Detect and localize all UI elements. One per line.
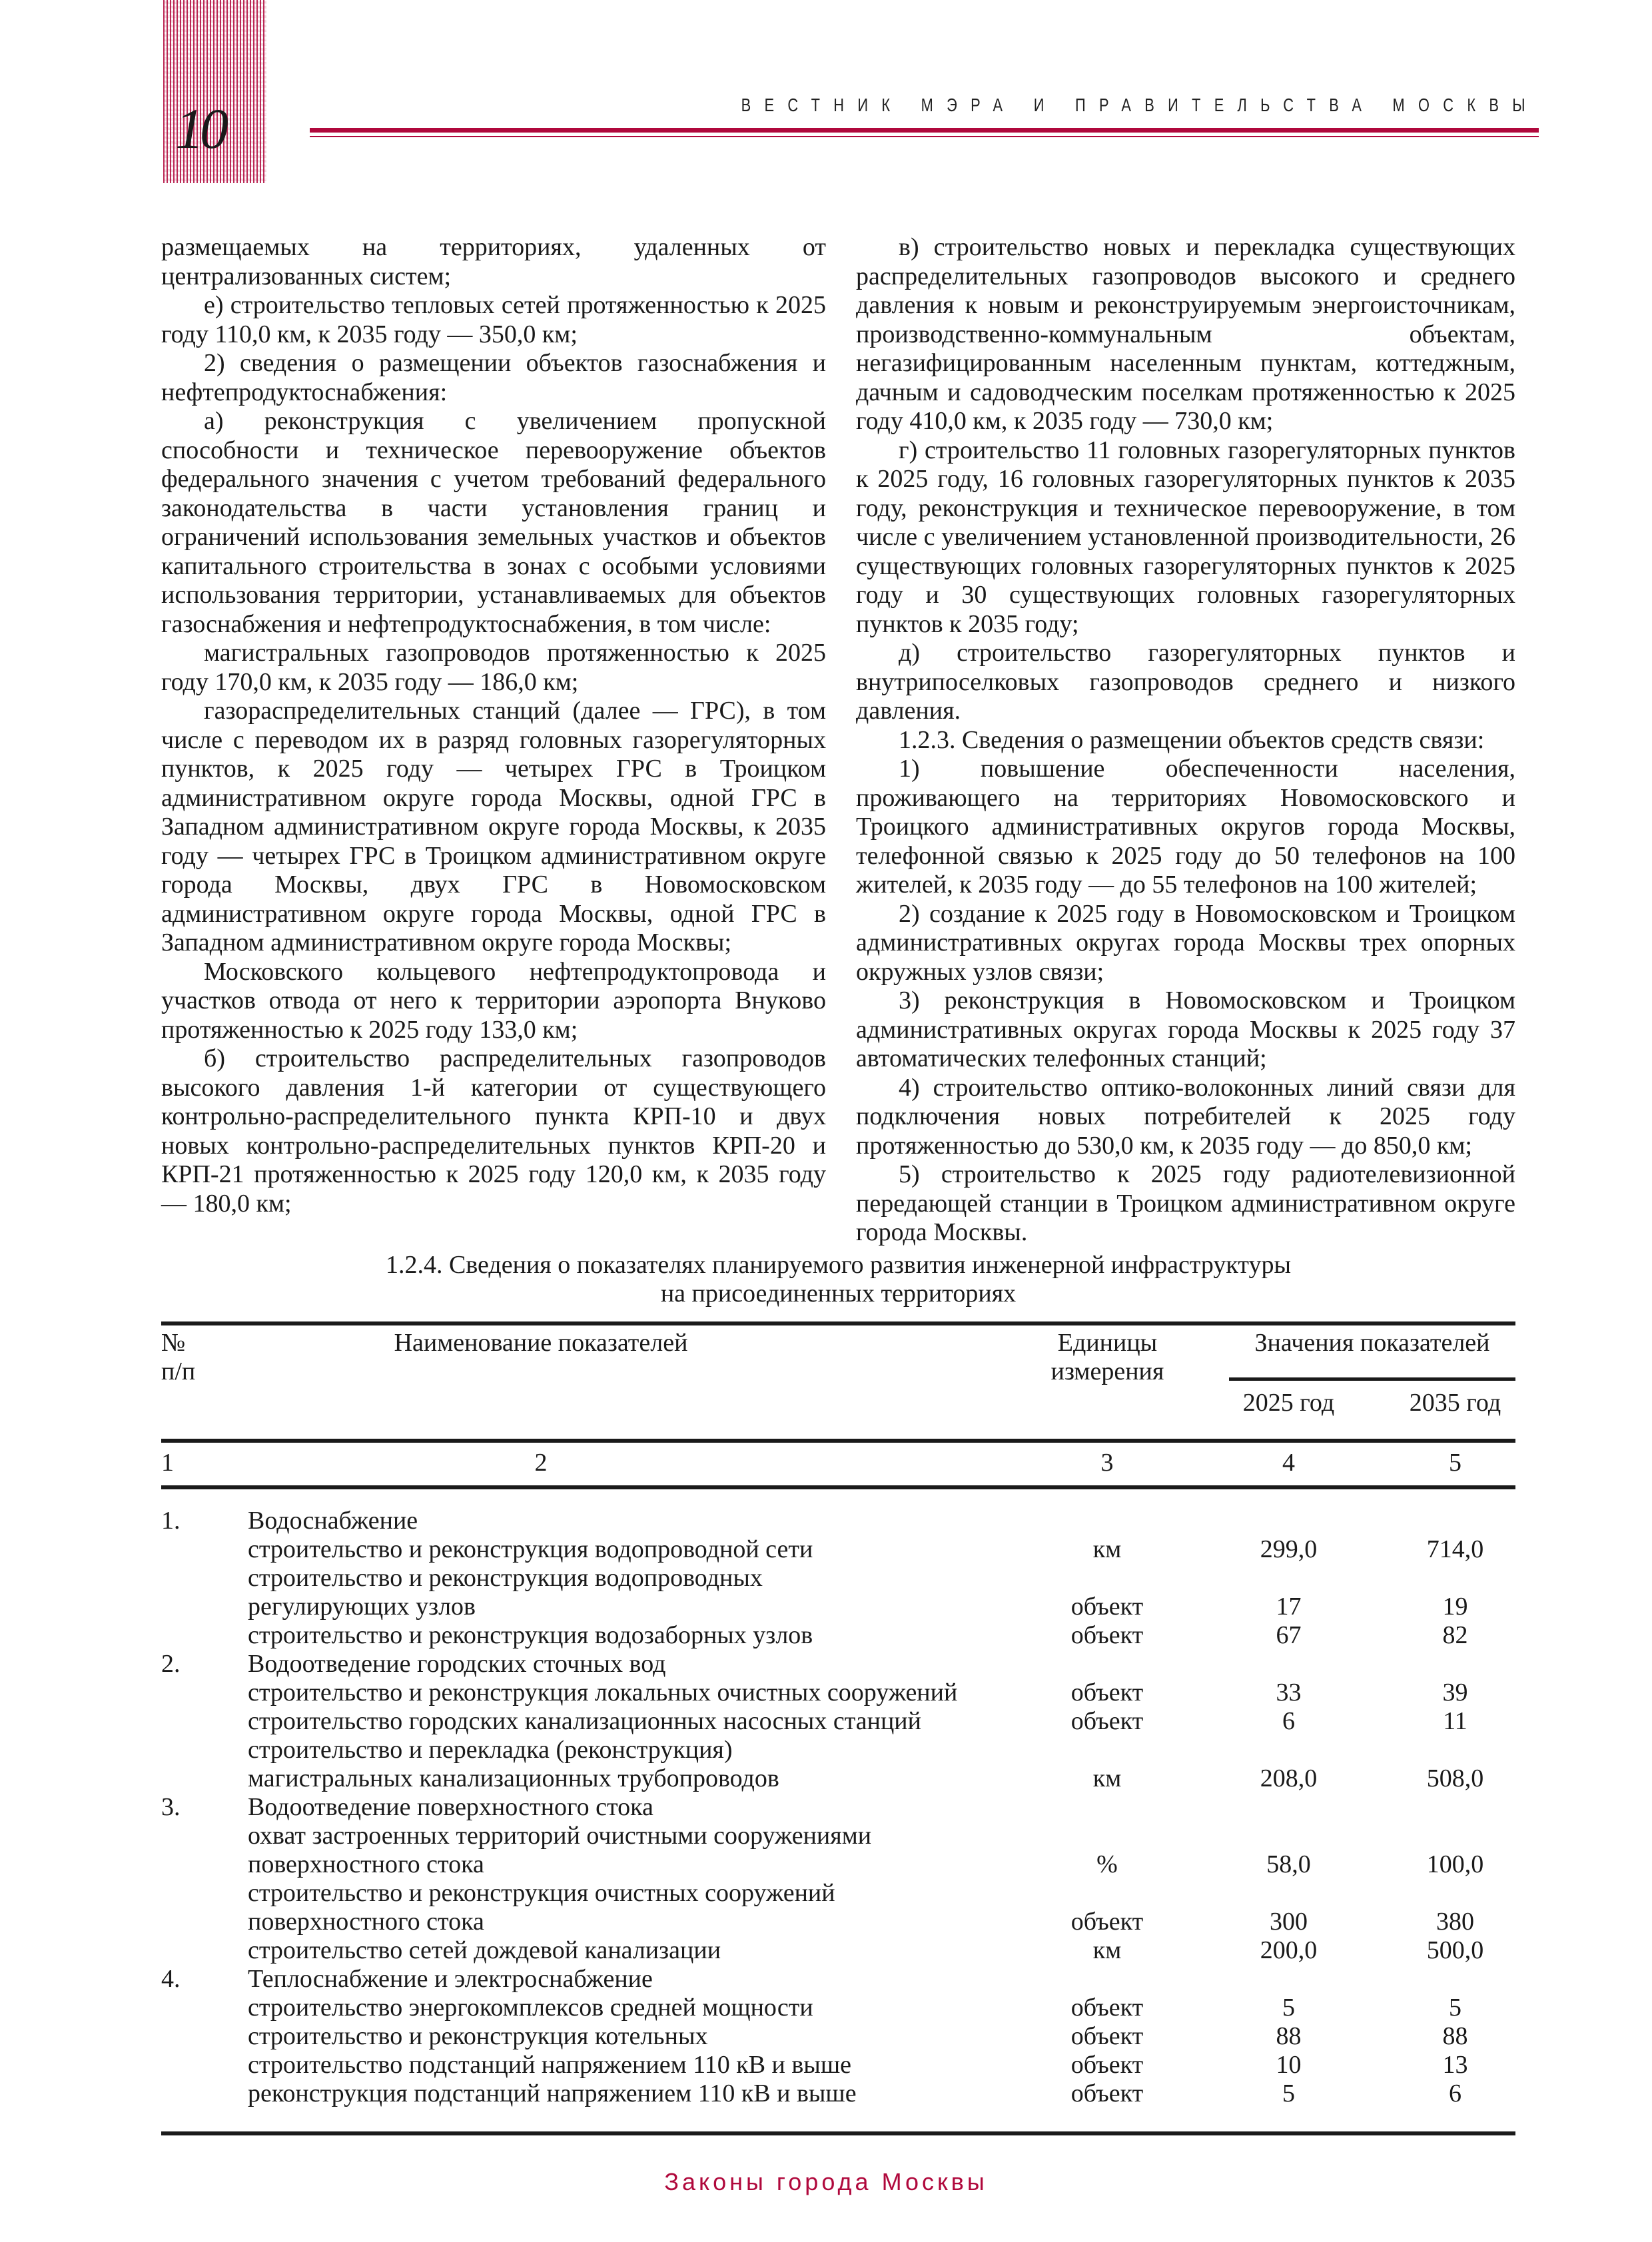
value-2025: 5 [1282,2079,1295,2107]
indicator-name: Водоснабжение [248,1507,418,1535]
unit: объект [1070,2051,1144,2079]
row-number: 1. [161,1507,181,1535]
header-rule-thick [310,128,1539,133]
value-2035: 500,0 [1426,1936,1484,1964]
row-number: 3. [161,1793,181,1821]
value-2035: 100,0 [1426,1850,1484,1878]
paragraph: 5) строительство к 2025 году радиотелевизионной передающей станции в Троицком административном округе города Москвы. [856,1160,1515,1246]
row-number: 2. [161,1650,181,1678]
right-text-column [856,233,1515,1248]
value-2025: 10 [1276,2051,1302,2079]
paragraph: в) строительство новых и перекладка существующих распределительных газопроводов высокого и среднего давления к новым и реконструируемым энергоисточникам, производственно-коммунальным объектам, негазифицированным населенным пунктам, коттеджным, дачным и садоводческим поселкам протяженностью к 2025 году 410,0 км, к 2035 году — 730,0 км; [856,233,1515,435]
unit: % [1096,1850,1118,1878]
header-values: Значения показателей [1254,1329,1490,1357]
table-body [161,1507,1515,2108]
value-2025: 67 [1276,1621,1302,1649]
paragraph: магистральных газопроводов протяженностью к 2025 году 170,0 км, к 2035 году — 186,0 км; [161,639,826,696]
table-row [161,1793,1515,1822]
value-2035: 11 [1443,1707,1467,1735]
indicator-name: строительство и реконструкция водопроводной сети [248,1535,813,1563]
value-2025: 6 [1282,1707,1295,1735]
header-num-line-1: № [161,1329,186,1357]
value-2025: 300 [1270,1908,1308,1936]
value-2035: 39 [1442,1679,1468,1706]
header-values-rule [1229,1377,1515,1381]
masthead-title: ВЕСТНИК МЭРА И ПРАВИТЕЛЬСТВА МОСКВЫ [741,95,1539,115]
value-2025: 33 [1276,1679,1302,1706]
value-2035: 508,0 [1426,1764,1484,1792]
indicator-name: регулирующих узлов [248,1593,476,1621]
table-row [161,1736,1515,1764]
header-name: Наименование показателей [394,1329,688,1357]
page-number: 10 [175,97,224,161]
table-row [161,1936,1515,1965]
paragraph: б) строительство распределительных газопроводов высокого давления 1-й категории от существующего контрольно-распределительного пункта КРП-10 и двух новых контрольно-распределительных пунктов КРП-20 и КРП-21 протяженностью к 2025 году 120,0 км, к 2035 году — 180,0 км; [161,1044,826,1218]
unit: объект [1070,1621,1144,1649]
table-title-line-1: 1.2.4. Сведения о показателях планируемого развития инженерной инфраструктуры [385,1251,1291,1279]
indicator-name: строительство сетей дождевой канализации [248,1936,721,1964]
table-row [161,1707,1515,1736]
unit: объект [1070,1593,1144,1621]
indicator-name: магистральных канализационных трубопроводов [248,1764,779,1792]
table-row [161,1965,1515,1994]
column-numbers-rule [161,1485,1515,1489]
table-row [161,1621,1515,1650]
indicator-name: Водоотведение городских сточных вод [248,1650,666,1678]
value-2035: 380 [1436,1908,1474,1936]
paragraph: г) строительство 11 головных газорегуляторных пунктов к 2025 году, 16 головных газорегуляторных пунктов к 2035 году, реконструкция и техническое перевооружение, в том числе с увеличением установленной производительности, 26 существующих головных газорегуляторных пунктов к 2025 году и 30 существующих головных газорегуляторных пунктов к 2035 году; [856,436,1515,638]
table-row [161,1908,1515,1936]
indicator-name: строительство и перекладка (реконструкция) [248,1736,733,1764]
header-units-line-2: измерения [1050,1357,1164,1385]
indicator-name: строительство и реконструкция водозаборных узлов [248,1621,813,1649]
unit: км [1092,1535,1122,1563]
unit: км [1092,1764,1122,1792]
header-units-line-1: Единицы [1057,1329,1158,1357]
table-row [161,1593,1515,1621]
table-title [161,1251,1515,1308]
indicator-name: строительство и реконструкция локальных очистных сооружений [248,1679,958,1706]
indicator-name: поверхностного стока [248,1908,484,1936]
header-year-2025: 2025 год [1242,1389,1335,1417]
paragraph: размещаемых на территориях, удаленных от централизованных систем; [161,233,826,290]
header-year-2035: 2035 год [1409,1389,1501,1417]
value-2025: 299,0 [1260,1535,1318,1563]
unit: объект [1070,1994,1144,2022]
indicator-name: строительство подстанций напряжением 110 кВ и выше [248,2051,851,2079]
paragraph: Московского кольцевого нефтепродуктопровода и участков отвода от него к территории аэропорта Внуково протяженностью к 2025 году 133,0 км; [161,957,826,1044]
paragraph: 3) реконструкция в Новомосковском и Троицком административных округах города Москвы к 2025 году 37 автоматических телефонных станций; [856,986,1515,1072]
value-2035: 6 [1449,2079,1461,2107]
value-2035: 714,0 [1426,1535,1484,1563]
value-2035: 88 [1442,2022,1468,2050]
paragraph: д) строительство газорегуляторных пунктов и внутрипоселковых газопроводов среднего и низкого давления. [856,639,1515,725]
value-2035: 5 [1449,1994,1461,2022]
indicator-name: поверхностного стока [248,1850,484,1878]
col-number-1: 1 [161,1449,174,1477]
value-2025: 88 [1276,2022,1302,2050]
table-row [161,1822,1515,1850]
footer-section-title: Законы города Москвы [664,2168,988,2195]
indicator-name: реконструкция подстанций напряжением 110 кВ и выше [248,2079,857,2107]
table-row [161,2079,1515,2108]
unit: объект [1070,1707,1144,1735]
left-text-column [161,233,826,1218]
col-number-3: 3 [1100,1449,1114,1477]
table-row [161,1994,1515,2022]
unit: объект [1070,2079,1144,2107]
paragraph: 2) сведения о размещении объектов газоснабжения и нефтепродуктоснабжения: [161,349,826,406]
value-2035: 19 [1442,1593,1468,1621]
value-2025: 58,0 [1266,1850,1311,1878]
paragraph: 2) создание к 2025 году в Новомосковском и Троицком административных округах города Москвы трех опорных окружных узлов связи; [856,899,1515,986]
indicator-name: строительство и реконструкция очистных сооружений [248,1879,835,1907]
value-2025: 17 [1276,1593,1302,1621]
indicator-name: Теплоснабжение и электроснабжение [248,1965,653,1993]
paragraph: е) строительство тепловых сетей протяженностью к 2025 году 110,0 км, к 2035 году — 350,0 км; [161,291,826,348]
header-num-line-2: п/п [161,1357,196,1385]
unit: км [1092,1936,1122,1964]
header-bottom-rule [161,1439,1515,1443]
table-row [161,1879,1515,1908]
col-number-2: 2 [534,1449,548,1477]
row-number: 4. [161,1965,181,1993]
indicator-name: строительство энергокомплексов средней мощности [248,1994,813,2022]
paragraph: 1) повышение обеспеченности населения, проживающего на территориях Новомосковского и Троицкого административных округов города Москвы, телефонной связью к 2025 году до 50 телефонов на 100 жителей, к 2035 году — до 55 телефонов на 100 жителей; [856,755,1515,899]
col-number-4: 4 [1282,1449,1295,1477]
table-row [161,1650,1515,1679]
col-number-5: 5 [1449,1449,1461,1477]
indicator-name: строительство городских канализационных насосных станций [248,1707,921,1735]
table-row [161,1850,1515,1879]
indicator-name: строительство и реконструкция водопроводных [248,1564,763,1592]
value-2025: 208,0 [1260,1764,1318,1792]
paragraph: а) реконструкция с увеличением пропускной способности и техническое перевооружение объектов федерального значения с учетом требований федерального законодательства в части установления границ и ограничений использования земельных участков и объектов капитального строительства в зонах с особыми условиями использования территории, устанавливаемых для объектов газоснабжения и нефтепродуктоснабжения, в том числе: [161,407,826,638]
paragraph: 4) строительство оптико-волоконных линий связи для подключения новых потребителей к 2025 году протяженностью до 530,0 км, к 2035 году — до 850,0 км; [856,1073,1515,1160]
table-row [161,1679,1515,1707]
table-row [161,1535,1515,1564]
header-num [161,1329,195,1386]
page-number-tile [163,0,266,183]
table-title-line-2: на присоединенных территориях [660,1280,1017,1308]
value-2035: 13 [1442,2051,1468,2079]
table-top-rule [161,1321,1515,1325]
header-units [1039,1329,1176,1386]
value-2025: 200,0 [1260,1936,1318,1964]
table-row [161,1764,1515,1793]
unit: объект [1070,1908,1144,1936]
table-row [161,2051,1515,2079]
table-row [161,1564,1515,1593]
header-rule-thin [310,136,1539,137]
value-2035: 82 [1442,1621,1468,1649]
indicator-name: строительство и реконструкция котельных [248,2022,708,2050]
unit: объект [1070,2022,1144,2050]
paragraph: 1.2.3. Сведения о размещении объектов средств связи: [899,725,1485,754]
paragraph: газораспределительных станций (далее — ГРС), в том числе с переводом их в разряд головных газорегуляторных пунктов, к 2025 году — четырех ГРС в Троицком административном округе города Москвы, одной ГРС в Западном административном округе города Москвы, к 2035 году — четырех ГРС в Троицком административном округе города Москвы, двух ГРС в Новомосковском административном округе города Москвы, одной ГРС в Западном административном округе города Москвы; [161,697,826,956]
indicator-name: охват застроенных территорий очистными сооружениями [248,1822,872,1850]
table-row [161,2022,1515,2051]
value-2025: 5 [1282,1994,1295,2022]
indicator-name: Водоотведение поверхностного стока [248,1793,653,1821]
table-row [161,1507,1515,1535]
unit: объект [1070,1679,1144,1706]
table-bottom-rule [161,2131,1515,2135]
